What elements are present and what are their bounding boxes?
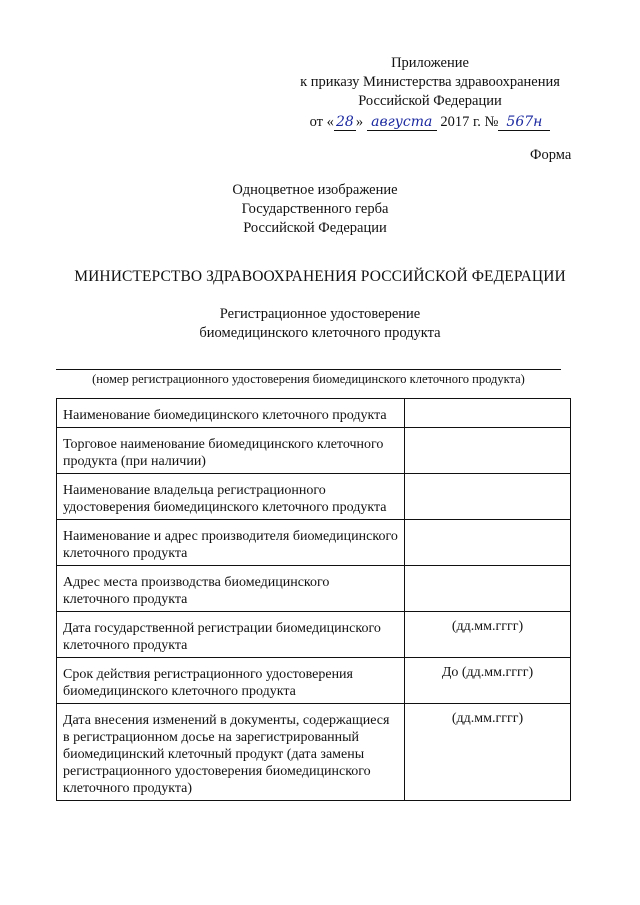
reg-number-underline xyxy=(56,369,561,370)
order-day: 28 xyxy=(335,114,354,130)
emblem-placeholder xyxy=(200,181,430,238)
order-year: 2017 г. № xyxy=(440,114,499,130)
field-label: Наименование владельца регистрационного удостоверения биомедицинского клеточного продукта xyxy=(57,474,405,520)
appendix-title: Приложение xyxy=(391,55,469,71)
table-row xyxy=(57,566,571,612)
order-month-blank xyxy=(367,115,437,131)
certificate-title-line-1: Регистрационное удостоверение xyxy=(219,306,421,322)
form-label: Форма xyxy=(530,147,572,163)
field-value xyxy=(405,474,571,520)
field-label: Адрес места производства биомедицинского клеточного продукта xyxy=(57,566,405,612)
field-label: Наименование биомедицинского клеточного продукта xyxy=(57,399,405,428)
certificate-title-line-2: биомедицинского клеточного продукта xyxy=(199,325,441,341)
field-label: Дата государственной регистрации биомедицинского клеточного продукта xyxy=(57,612,405,658)
certificate-fields-table xyxy=(56,398,571,801)
field-label: Наименование и адрес производителя биомедицинского клеточного продукта xyxy=(57,520,405,566)
order-month: августа xyxy=(371,114,433,130)
order-number-blank xyxy=(498,115,550,131)
emblem-line-3: Российской Федерации xyxy=(243,220,387,236)
certificate-title xyxy=(150,305,490,343)
order-date-line xyxy=(280,113,580,132)
appendix-header xyxy=(280,54,580,132)
table-row xyxy=(57,612,571,658)
field-value xyxy=(405,520,571,566)
field-label: Торговое наименование биомедицинского клеточного продукта (при наличии) xyxy=(57,428,405,474)
table-row xyxy=(57,704,571,801)
field-label: Дата внесения изменений в документы, содержащиеся в регистрационном досье на зарегистрированный биомедицинский клеточный продукт (дата замены регистрационного удостоверения биомедицинского клеточного продукта) xyxy=(57,704,405,801)
appendix-federation: Российской Федерации xyxy=(358,93,502,109)
reg-number-caption: (номер регистрационного удостоверения биомедицинского клеточного продукта) xyxy=(92,372,525,386)
order-day-blank xyxy=(334,115,356,131)
field-value: (дд.мм.гггг) xyxy=(405,612,571,658)
order-prefix: от « xyxy=(309,114,334,130)
ministry-title: МИНИСТЕРСТВО ЗДРАВООХРАНЕНИЯ РОССИЙСКОЙ ФЕДЕРАЦИИ xyxy=(74,268,566,285)
field-value xyxy=(405,428,571,474)
field-value: До (дд.мм.гггг) xyxy=(405,658,571,704)
table-row xyxy=(57,658,571,704)
field-value: (дд.мм.гггг) xyxy=(405,704,571,801)
field-value xyxy=(405,566,571,612)
order-number: 567н xyxy=(506,114,543,130)
table-row xyxy=(57,399,571,428)
field-label: Срок действия регистрационного удостоверения биомедицинского клеточного продукта xyxy=(57,658,405,704)
table-row xyxy=(57,520,571,566)
order-quote-close: » xyxy=(355,114,364,130)
table-row xyxy=(57,474,571,520)
table-row xyxy=(57,428,571,474)
emblem-line-2: Государственного герба xyxy=(241,201,389,217)
emblem-line-1: Одноцветное изображение xyxy=(232,182,398,198)
appendix-order-ref: к приказу Министерства здравоохранения xyxy=(300,74,560,90)
field-value xyxy=(405,399,571,428)
